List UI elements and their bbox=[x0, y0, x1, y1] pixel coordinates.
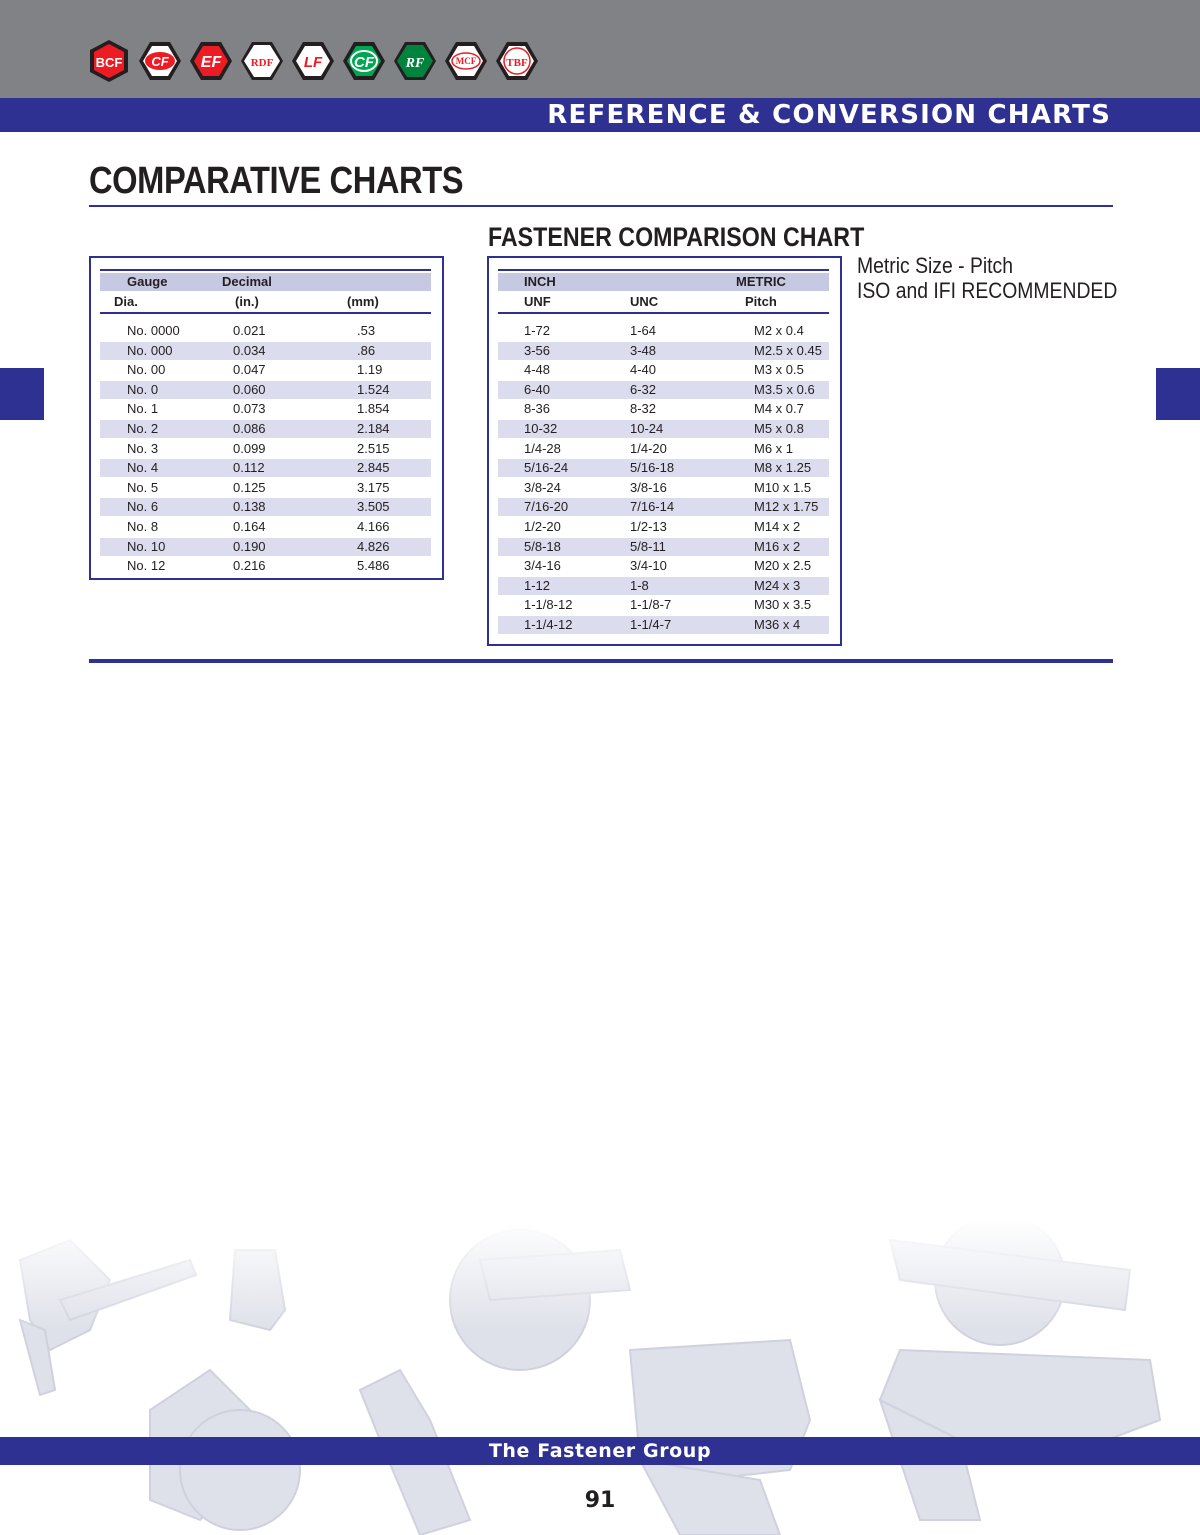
svg-text:TBF: TBF bbox=[506, 57, 528, 69]
table-cell: 6-32 bbox=[630, 381, 657, 397]
table-cell: 0.099 bbox=[233, 440, 266, 456]
table-cell: 4-48 bbox=[524, 362, 551, 378]
table-cell: M36 x 4 bbox=[754, 617, 801, 632]
column-header-in: (in.) bbox=[235, 294, 259, 309]
table-cell: 1-1/8-12 bbox=[524, 597, 573, 613]
table-cell: 3/4-10 bbox=[630, 558, 667, 574]
table-row bbox=[498, 440, 829, 458]
brand-logo-strip bbox=[86, 38, 540, 84]
table-cell: 0.047 bbox=[233, 362, 266, 378]
rdf-logo-icon bbox=[239, 38, 285, 84]
svg-text:EF: EF bbox=[200, 54, 222, 71]
table-cell: No. 5 bbox=[127, 479, 159, 495]
table-row bbox=[100, 361, 431, 379]
table-row bbox=[498, 518, 829, 536]
gauge-table bbox=[89, 256, 444, 580]
bcf-logo-icon bbox=[86, 38, 132, 84]
table-row bbox=[498, 322, 829, 340]
cf-green-logo-icon bbox=[341, 38, 387, 84]
table-row bbox=[498, 381, 829, 399]
metric-note-line2: ISO and IFI RECOMMENDED bbox=[857, 278, 1118, 303]
svg-text:RDF: RDF bbox=[250, 57, 274, 69]
tbf-logo-icon bbox=[494, 38, 540, 84]
svg-text:CF: CF bbox=[151, 54, 169, 69]
table-cell: 3.175 bbox=[357, 479, 390, 495]
table-cell: 1.19 bbox=[357, 362, 383, 378]
svg-text:LF: LF bbox=[303, 54, 323, 71]
table-cell: 3.505 bbox=[357, 499, 390, 515]
table-cell: No. 3 bbox=[127, 440, 159, 456]
table-cell: No. 0000 bbox=[127, 323, 180, 338]
table-row bbox=[100, 459, 431, 477]
table-row bbox=[100, 420, 431, 438]
svg-text:RF: RF bbox=[405, 56, 425, 71]
column-header-dia: Dia. bbox=[114, 294, 138, 309]
table-row bbox=[498, 479, 829, 497]
left-side-tab bbox=[0, 368, 44, 420]
table-cell: 7/16-14 bbox=[630, 499, 675, 515]
table-cell: 3/8-24 bbox=[524, 479, 561, 495]
table-cell: .86 bbox=[357, 342, 376, 358]
table-cell: 1.524 bbox=[357, 381, 390, 397]
table-cell: 1.854 bbox=[357, 401, 390, 417]
column-header-pitch: Pitch bbox=[745, 294, 777, 309]
metric-note-line1: Metric Size - Pitch bbox=[857, 253, 1013, 278]
table-cell: 1-72 bbox=[524, 323, 551, 338]
table-cell: M14 x 2 bbox=[754, 519, 801, 534]
table-cell: 0.164 bbox=[233, 519, 266, 534]
header-bottom-line bbox=[498, 312, 829, 314]
table-cell: No. 10 bbox=[127, 538, 166, 554]
table-cell: M10 x 1.5 bbox=[754, 479, 812, 495]
table-row bbox=[498, 400, 829, 418]
table-cell: 5/8-18 bbox=[524, 538, 561, 554]
table-row bbox=[100, 342, 431, 360]
table-cell: No. 4 bbox=[127, 460, 159, 476]
top-header-bar bbox=[0, 0, 1200, 98]
table-cell: 0.216 bbox=[233, 558, 266, 574]
column-header-mm: (mm) bbox=[347, 294, 379, 309]
thread-table bbox=[487, 256, 842, 646]
table-cell: 4-40 bbox=[630, 362, 657, 378]
page-number: 91 bbox=[584, 1488, 616, 1513]
table-cell: No. 8 bbox=[127, 519, 159, 534]
table-cell: 5/16-24 bbox=[524, 460, 569, 476]
table-cell: No. 12 bbox=[127, 558, 166, 574]
table-cell: No. 1 bbox=[127, 401, 159, 417]
table-cell: M5 x 0.8 bbox=[754, 421, 804, 436]
table-cell: 1/4-20 bbox=[630, 440, 667, 456]
table-cell: 1-8 bbox=[630, 577, 649, 593]
table-cell: M12 x 1.75 bbox=[754, 499, 819, 515]
mcf-logo-icon bbox=[443, 38, 489, 84]
table-row bbox=[100, 400, 431, 418]
table-cell: 5/16-18 bbox=[630, 460, 675, 476]
table-cell: 0.021 bbox=[233, 323, 266, 338]
table-cell: M3 x 0.5 bbox=[754, 362, 804, 378]
table-row bbox=[498, 342, 829, 360]
table-cell: 0.125 bbox=[233, 479, 266, 495]
table-row bbox=[100, 557, 431, 575]
table-cell: 2.184 bbox=[357, 421, 390, 436]
table-cell: 0.073 bbox=[233, 401, 266, 417]
table-cell: No. 000 bbox=[127, 342, 173, 358]
title-divider bbox=[89, 205, 1113, 207]
table-cell: 2.515 bbox=[357, 440, 390, 456]
table-cell: 6-40 bbox=[524, 381, 551, 397]
table-row bbox=[100, 479, 431, 497]
table-row bbox=[100, 322, 431, 340]
table-cell: M24 x 3 bbox=[754, 577, 801, 593]
table-row bbox=[100, 381, 431, 399]
table-row bbox=[498, 420, 829, 438]
table-row bbox=[498, 616, 829, 634]
table-cell: M20 x 2.5 bbox=[754, 558, 812, 574]
table-cell: 1/2-20 bbox=[524, 519, 561, 534]
section-title: REFERENCE & CONVERSION CHARTS bbox=[547, 100, 1111, 130]
table-cell: M16 x 2 bbox=[754, 538, 801, 554]
rf-logo-icon bbox=[392, 38, 438, 84]
table-cell: 3/8-16 bbox=[630, 479, 667, 495]
column-header-unf: UNF bbox=[524, 294, 551, 309]
column-header-inch: INCH bbox=[524, 274, 556, 289]
table-cell: M8 x 1.25 bbox=[754, 460, 812, 476]
column-header-decimal: Decimal bbox=[222, 274, 272, 289]
table-cell: 5.486 bbox=[357, 558, 390, 574]
table-cell: 1-64 bbox=[630, 323, 657, 338]
table-cell: .53 bbox=[357, 323, 376, 338]
column-header-unc: UNC bbox=[630, 294, 659, 309]
content-bottom-divider bbox=[89, 659, 1113, 663]
table-cell: 8-36 bbox=[524, 401, 551, 417]
table-row bbox=[498, 557, 829, 575]
table-row bbox=[498, 498, 829, 516]
table-cell: No. 6 bbox=[127, 499, 159, 515]
table-cell: 3-48 bbox=[630, 342, 657, 358]
table-row bbox=[498, 459, 829, 477]
table-cell: 1-12 bbox=[524, 577, 551, 593]
table-cell: 1-1/4-12 bbox=[524, 617, 573, 632]
table-row bbox=[498, 361, 829, 379]
table-cell: 0.060 bbox=[233, 381, 266, 397]
table-cell: M2 x 0.4 bbox=[754, 323, 804, 338]
table-cell: 1-1/4-7 bbox=[630, 617, 672, 632]
table-row bbox=[498, 596, 829, 614]
page-title: COMPARATIVE CHARTS bbox=[89, 160, 464, 202]
table-cell: 8-32 bbox=[630, 401, 657, 417]
table-cell: M4 x 0.7 bbox=[754, 401, 804, 417]
table-cell: 0.138 bbox=[233, 499, 266, 515]
table-row bbox=[498, 577, 829, 595]
table-cell: 5/8-11 bbox=[630, 538, 666, 554]
table-cell: M2.5 x 0.45 bbox=[754, 342, 822, 358]
ef-logo-icon bbox=[188, 38, 234, 84]
table-row bbox=[100, 538, 431, 556]
header-top-line bbox=[498, 269, 829, 271]
table-cell: 10-32 bbox=[524, 421, 558, 436]
table-cell: 0.034 bbox=[233, 342, 266, 358]
chart-title: FASTENER COMPARISON CHART bbox=[488, 222, 865, 252]
svg-text:BCF: BCF bbox=[95, 55, 123, 70]
table-row bbox=[100, 440, 431, 458]
table-cell: 3-56 bbox=[524, 342, 551, 358]
table-cell: No. 0 bbox=[127, 381, 159, 397]
table-cell: 2.845 bbox=[357, 460, 390, 476]
cf-logo-icon bbox=[137, 38, 183, 84]
table-cell: 0.086 bbox=[233, 421, 266, 436]
footer-bar bbox=[0, 1437, 1200, 1465]
table-cell: 1-1/8-7 bbox=[630, 597, 672, 613]
table-cell: 0.190 bbox=[233, 538, 266, 554]
table-cell: 4.166 bbox=[357, 519, 390, 534]
metric-note bbox=[857, 253, 1117, 303]
column-header-metric: METRIC bbox=[736, 274, 786, 289]
table-cell: 4.826 bbox=[357, 538, 390, 554]
header-bottom-line bbox=[100, 312, 431, 314]
footer-company-name: The Fastener Group bbox=[488, 1440, 712, 1462]
table-cell: No. 00 bbox=[127, 362, 166, 378]
table-cell: 0.112 bbox=[233, 460, 265, 476]
table-cell: M6 x 1 bbox=[754, 440, 794, 456]
svg-text:MCF: MCF bbox=[455, 56, 477, 66]
table-cell: 7/16-20 bbox=[524, 499, 569, 515]
lf-logo-icon bbox=[290, 38, 336, 84]
table-cell: 3/4-16 bbox=[524, 558, 561, 574]
right-side-tab bbox=[1156, 368, 1200, 420]
svg-text:CF: CF bbox=[354, 54, 374, 71]
column-header-gauge: Gauge bbox=[127, 274, 168, 289]
table-row bbox=[100, 498, 431, 516]
table-cell: 10-24 bbox=[630, 421, 664, 436]
table-cell: M3.5 x 0.6 bbox=[754, 381, 815, 397]
header-top-line bbox=[100, 269, 431, 271]
table-cell: 1/2-13 bbox=[630, 519, 667, 534]
table-cell: No. 2 bbox=[127, 421, 159, 436]
table-cell: M30 x 3.5 bbox=[754, 597, 812, 613]
table-row bbox=[100, 518, 431, 536]
table-cell: 1/4-28 bbox=[524, 440, 561, 456]
section-title-bar bbox=[0, 98, 1200, 132]
table-row bbox=[498, 538, 829, 556]
